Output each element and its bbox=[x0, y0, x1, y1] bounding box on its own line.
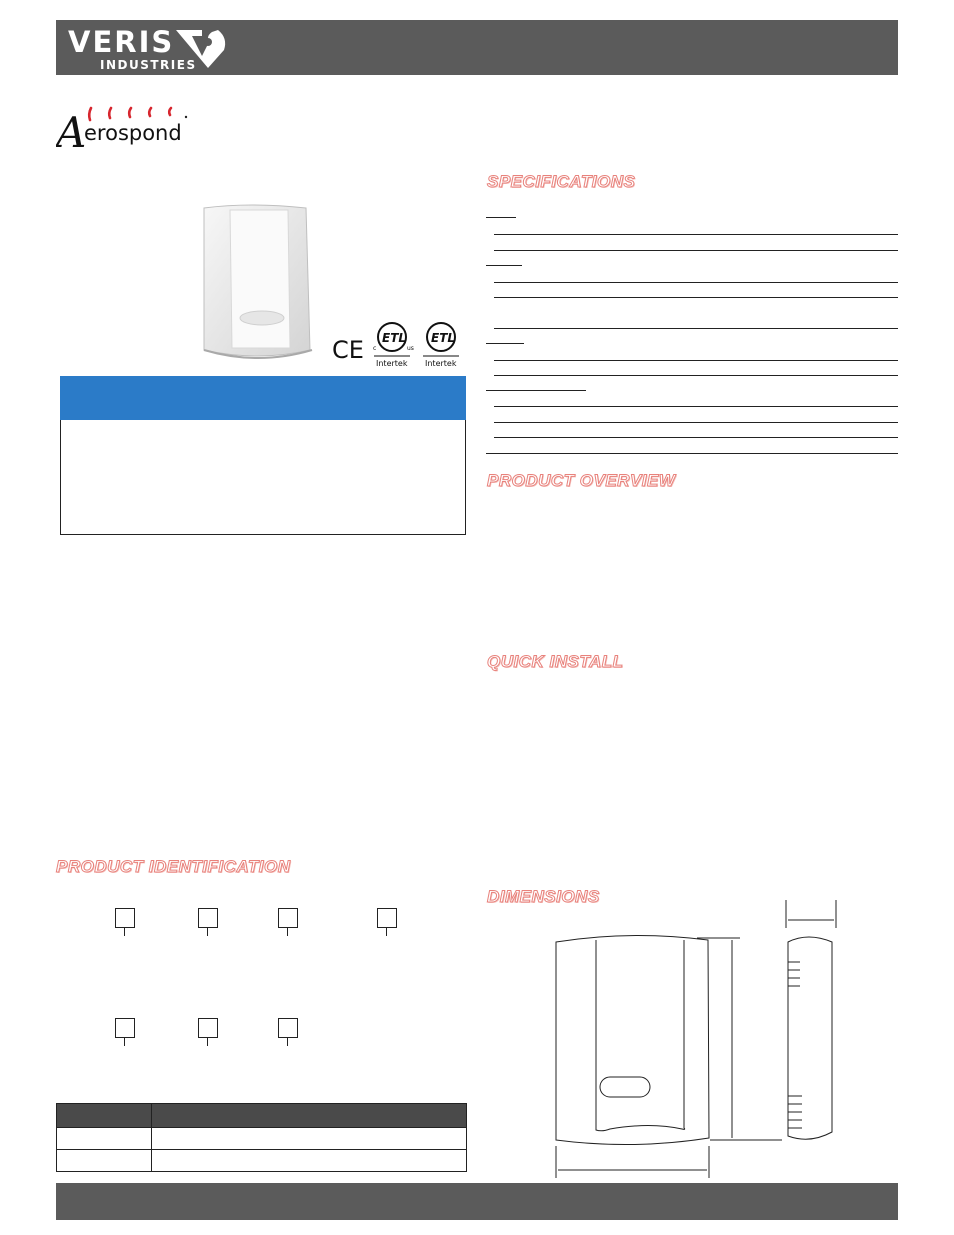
certification-marks bbox=[330, 318, 465, 370]
aerospond-logo bbox=[56, 100, 216, 155]
table-cell bbox=[57, 1150, 152, 1172]
brand-sub: INDUSTRIES bbox=[100, 58, 197, 72]
product-title-panel bbox=[60, 376, 466, 420]
id-code-box bbox=[198, 908, 218, 928]
table-row bbox=[57, 1150, 467, 1172]
id-code-box bbox=[115, 908, 135, 928]
spec-rule bbox=[494, 250, 898, 251]
product-identification-title: PRODUCT IDENTIFICATION bbox=[56, 857, 291, 876]
spec-rule bbox=[486, 453, 898, 454]
table-header-cell bbox=[57, 1104, 152, 1128]
table-cell bbox=[152, 1128, 467, 1150]
front-view-outline bbox=[556, 935, 709, 1144]
veris-logo bbox=[56, 20, 256, 75]
spec-rule bbox=[494, 375, 898, 376]
id-code-box bbox=[115, 1018, 135, 1038]
table-cell bbox=[57, 1128, 152, 1150]
dimensions-drawing bbox=[550, 900, 850, 1182]
spec-heading-underline bbox=[486, 217, 516, 218]
spec-rule bbox=[494, 360, 898, 361]
ce-mark-icon: CE bbox=[332, 336, 364, 364]
id-code-stem bbox=[207, 1038, 208, 1046]
brand-name: VERIS bbox=[68, 25, 175, 59]
etl-listed-icon bbox=[373, 323, 414, 368]
spec-rule bbox=[494, 297, 898, 298]
svg-text:ETL: ETL bbox=[382, 331, 407, 345]
svg-text:c: c bbox=[373, 345, 377, 352]
product-photo bbox=[190, 200, 330, 370]
id-code-stem bbox=[124, 1038, 125, 1046]
svg-text:Intertek: Intertek bbox=[425, 359, 457, 368]
spec-heading-underline bbox=[486, 343, 524, 344]
id-code-stem bbox=[124, 928, 125, 936]
spec-rule bbox=[494, 437, 898, 438]
specifications-title: SPECIFICATIONS bbox=[487, 172, 636, 191]
table-cell bbox=[152, 1150, 467, 1172]
id-code-box bbox=[278, 908, 298, 928]
svg-text:us: us bbox=[407, 345, 414, 352]
svg-text:Intertek: Intertek bbox=[376, 359, 408, 368]
side-view-outline bbox=[788, 937, 832, 1139]
header-bar bbox=[56, 20, 898, 75]
etl-listed-icon-2 bbox=[423, 323, 459, 368]
table-header-cell bbox=[152, 1104, 467, 1128]
id-code-stem bbox=[386, 928, 387, 936]
spec-heading-underline bbox=[486, 390, 586, 391]
id-code-stem bbox=[287, 928, 288, 936]
front-window bbox=[600, 1077, 650, 1097]
aerospond-text: erospond bbox=[84, 121, 182, 145]
spec-rule bbox=[494, 406, 898, 407]
spec-rule bbox=[494, 328, 898, 329]
spec-rule bbox=[494, 282, 898, 283]
id-code-stem bbox=[287, 1038, 288, 1046]
spec-heading-underline bbox=[486, 265, 522, 266]
product-overview-title: PRODUCT OVERVIEW bbox=[487, 471, 676, 490]
svg-text:ETL: ETL bbox=[431, 331, 456, 345]
id-code-stem bbox=[207, 928, 208, 936]
signal-arcs-icon bbox=[89, 108, 171, 120]
quick-install-title: QUICK INSTALL bbox=[487, 652, 624, 671]
spec-rule bbox=[494, 234, 898, 235]
dimensions-title: DIMENSIONS bbox=[487, 887, 600, 906]
aerospond-letter: A bbox=[56, 108, 87, 155]
id-code-box bbox=[377, 908, 397, 928]
product-description-box bbox=[60, 420, 466, 535]
spec-rule bbox=[494, 422, 898, 423]
product-id-table bbox=[56, 1103, 467, 1172]
table-header-row bbox=[57, 1104, 467, 1128]
table-row bbox=[57, 1128, 467, 1150]
footer-bar bbox=[56, 1183, 898, 1220]
id-code-box bbox=[198, 1018, 218, 1038]
id-code-box bbox=[278, 1018, 298, 1038]
